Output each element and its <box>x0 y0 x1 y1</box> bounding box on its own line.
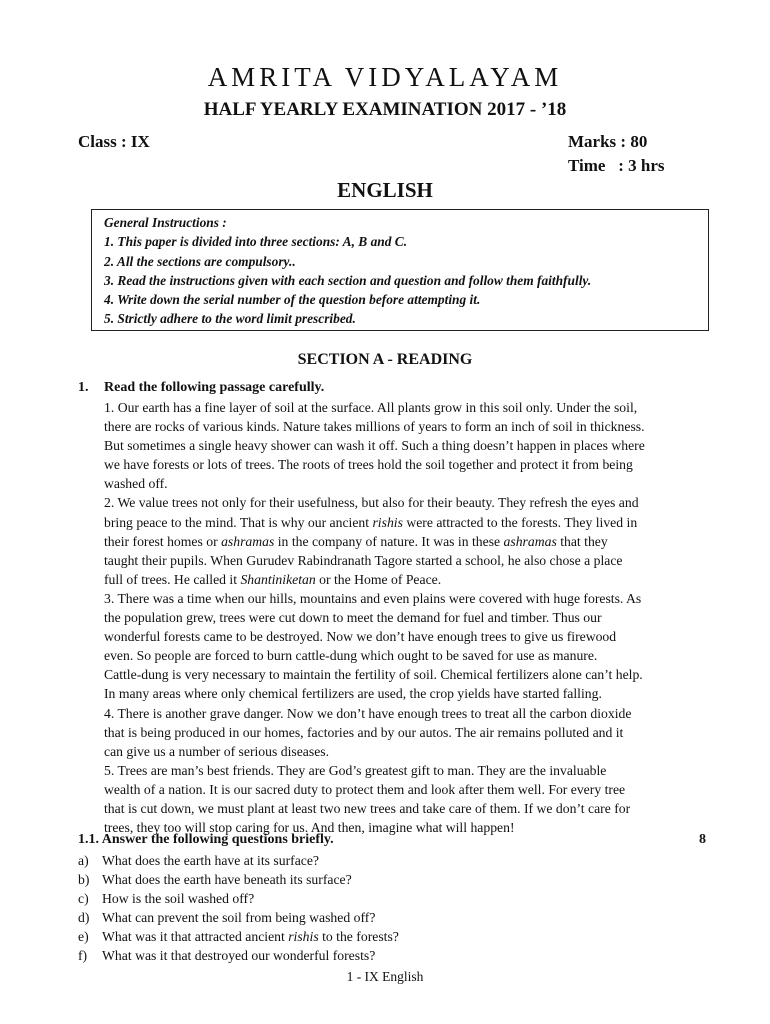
passage-line <box>104 646 704 665</box>
passage-line <box>104 455 704 474</box>
time-text: Time : 3 hrs <box>568 156 665 175</box>
passage-line <box>104 436 704 455</box>
marks-label: Marks : 80 <box>568 132 648 151</box>
text-segment: But sometimes a single heavy shower can wash it off. Such a thing doesn’t happen in places where <box>104 438 645 454</box>
instruction-item: 1. This paper is divided into three sections: A, B and C. <box>104 234 408 250</box>
text-segment: What does the earth have beneath its surface? <box>102 872 352 888</box>
instruction-item: 5. Strictly adhere to the word limit prescribed. <box>104 311 356 327</box>
passage-line <box>104 627 704 646</box>
passage-line <box>104 761 704 780</box>
text-segment: in the company of nature. It was in these <box>274 533 504 549</box>
question-label: e) <box>78 929 89 945</box>
text-segment: that is being produced in our homes, factories and by our autos. The air remains polluted and it <box>104 724 624 740</box>
passage-line <box>104 799 704 818</box>
text-segment: How is the soil washed off? <box>102 891 255 907</box>
text-segment: taught their pupils. When Gurudev Rabindranath Tagore started a school, he also chose a place <box>104 552 623 568</box>
question-label: b) <box>78 872 90 888</box>
text-segment: 4. There is another grave danger. Now we don’t have enough trees to treat all the carbon dioxide <box>104 705 632 721</box>
question-label: a) <box>78 853 89 868</box>
subquestion-heading: 1.1. Answer the following questions briefly. <box>78 832 334 847</box>
text-segment: we have forests or lots of trees. The roots of trees hold the soil together and protect it from being <box>104 457 633 473</box>
italic-term: Shantiniketan <box>240 571 316 587</box>
italic-term: rishis <box>288 929 319 945</box>
passage-line <box>104 417 704 436</box>
text-segment: Cattle-dung is very necessary to maintain the fertility of soil. Chemical fertilizers alone can’t help. <box>104 667 643 683</box>
exam-title: HALF YEARLY EXAMINATION 2017 - ’18 <box>203 99 567 120</box>
italic-term: ashramas <box>221 533 275 549</box>
instruction-item: 2. All the sections are compulsory.. <box>104 253 296 269</box>
general-instructions-box <box>91 209 709 331</box>
text-segment: What does the earth have at its surface? <box>102 853 319 868</box>
passage-line <box>104 513 704 532</box>
question-heading: Read the following passage carefully. <box>104 380 325 395</box>
text-segment: full of trees. He called it <box>104 571 241 587</box>
text-segment: 1. Our earth has a fine layer of soil at the surface. All plants grow in this soil only. Under the soil, <box>104 400 638 415</box>
question-text <box>102 946 375 965</box>
text-segment: even. So people are forced to burn cattle-dung which ought to be saved for use as manure. <box>104 648 598 664</box>
section-title: SECTION A - READING <box>297 351 473 368</box>
subquestion-marks: 8 <box>699 832 706 847</box>
passage-line <box>104 684 704 703</box>
instruction-item: 4. Write down the serial number of the question before attempting it. <box>104 292 481 308</box>
time-label <box>568 156 665 176</box>
school-name: AMRITA VIDYALAYAM <box>207 62 563 92</box>
passage-line <box>104 780 704 799</box>
text-segment: can give us a number of serious diseases. <box>104 743 330 759</box>
text-segment: there are rocks of various kinds. Nature takes millions of years to form an inch of soil in thickness. <box>104 419 645 435</box>
reading-passage <box>104 398 704 837</box>
text-segment: What can prevent the soil from being washed off? <box>102 910 376 926</box>
text-segment: the population grew, trees were cut down to meet the demand for fuel and timber. Thus our <box>104 610 602 626</box>
passage-line <box>104 493 704 512</box>
instructions-title: General Instructions : <box>104 215 227 230</box>
question-text <box>102 927 399 946</box>
text-segment: or the Home of Peace. <box>315 571 442 587</box>
question-label: f) <box>78 948 88 964</box>
class-label: Class : IX <box>78 132 150 151</box>
text-segment: bring peace to the mind. That is why our ancient <box>104 514 373 530</box>
text-segment: 2. We value trees not only for their usefulness, but also for their beauty. They refresh the eyes and <box>104 495 639 511</box>
question-text <box>102 908 375 927</box>
passage-line <box>104 551 704 570</box>
text-segment: What was it that destroyed our wonderful forests? <box>102 948 376 964</box>
subject-title: ENGLISH <box>337 178 433 202</box>
text-segment: wonderful forests came to be destroyed. Now we don’t have enough trees to give us firewood <box>104 629 617 645</box>
text-segment: wealth of a nation. It is our sacred duty to protect them and look after them well. For every tree <box>104 781 626 797</box>
text-segment: 3. There was a time when our hills, mountains and even plains were covered with huge forests. As <box>104 590 642 606</box>
passage-line <box>104 398 704 417</box>
passage-line <box>104 589 704 608</box>
question-text <box>102 889 254 908</box>
passage-line <box>104 665 704 684</box>
text-segment: that they <box>556 533 608 549</box>
page-footer: 1 - IX English <box>346 969 424 984</box>
text-segment: were attracted to the forests. They lived in <box>402 514 638 530</box>
question-text <box>102 851 319 870</box>
text-segment: trees, they too will stop caring for us. And then, imagine what will happen! <box>104 820 515 836</box>
text-segment: 5. Trees are man’s best friends. They are God’s greatest gift to man. They are the invaluable <box>104 762 607 778</box>
passage-line <box>104 742 704 761</box>
passage-line <box>104 474 704 493</box>
italic-term: rishis <box>372 514 403 530</box>
question-label: c) <box>78 891 89 907</box>
text-segment: that is cut down, we must plant at least two new trees and take care of them. If we don’t care for <box>104 800 631 816</box>
text-segment: In many areas where only chemical fertilizers are used, the crop yields have started falling. <box>104 686 602 702</box>
question-number: 1. <box>78 380 89 395</box>
text-segment: What was it that attracted ancient <box>102 929 289 945</box>
passage-line <box>104 723 704 742</box>
question-label: d) <box>78 910 90 926</box>
passage-line <box>104 608 704 627</box>
italic-term: ashramas <box>503 533 557 549</box>
text-segment: to the forests? <box>318 929 399 945</box>
text-segment: washed off. <box>104 476 168 492</box>
passage-line <box>104 532 704 551</box>
instruction-item: 3. Read the instructions given with each section and question and follow them faithfully. <box>104 272 592 288</box>
passage-line <box>104 570 704 589</box>
text-segment: their forest homes or <box>104 533 222 549</box>
passage-line <box>104 704 704 723</box>
question-text <box>102 870 352 889</box>
